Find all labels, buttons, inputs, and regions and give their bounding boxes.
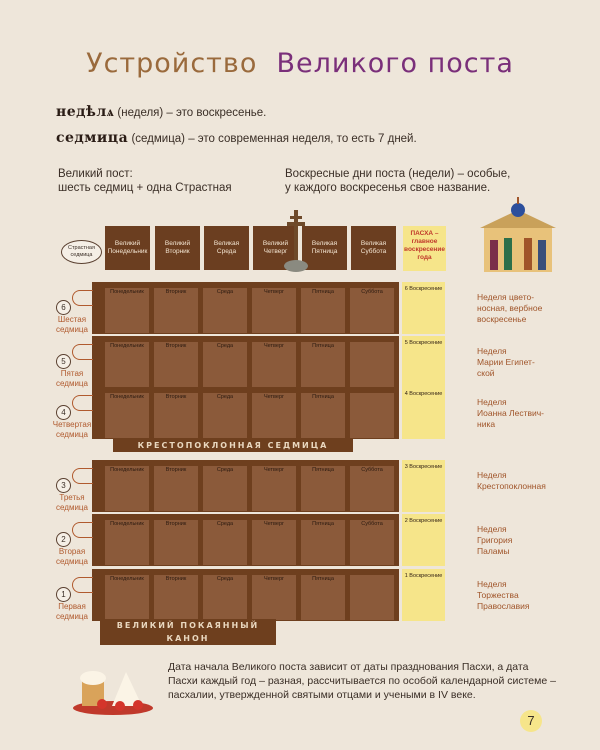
- sedmitsa-word: седмица: [56, 130, 129, 146]
- day-label: Четверг: [263, 521, 285, 527]
- week-label: Третья седмица: [56, 493, 88, 512]
- day-cell: [203, 575, 247, 620]
- week-number-badge: 3: [56, 478, 71, 493]
- day-cell: [252, 393, 296, 438]
- week-row-3: [92, 460, 399, 512]
- week-row-2: [92, 514, 399, 566]
- week-number-badge: 5: [56, 354, 71, 369]
- easter-food-icon: [68, 658, 158, 718]
- day-label: Суббота: [361, 289, 383, 295]
- lead-left-line2: шесть седмиц + одна Страстная: [58, 182, 232, 194]
- day-label: Четверг: [263, 289, 285, 295]
- day-cell: [252, 342, 296, 387]
- krestopoklonnaya-banner: КРЕСТОПОКЛОННАЯ СЕДМИЦА: [113, 439, 353, 452]
- day-cell: [154, 466, 198, 511]
- sunday-name: Неделя Григория Паламы: [477, 524, 513, 556]
- day-cell: [301, 288, 345, 333]
- day-label: Понедельник: [110, 521, 144, 527]
- day-cell: [350, 466, 394, 511]
- day-label: Понедельник: [110, 467, 144, 473]
- header-mon: Великий Понедельник: [105, 226, 150, 270]
- sunday-cell-2: [402, 514, 445, 566]
- nedelya-word: недѣлѧ: [56, 104, 115, 120]
- day-cell: [154, 288, 198, 333]
- sunday-label: 3 Воскресение: [404, 464, 443, 470]
- sunday-cell-3: [402, 460, 445, 512]
- sunday-label: 4 Воскресение: [404, 391, 443, 397]
- day-cell: [301, 342, 345, 387]
- day-label: Вторник: [165, 521, 187, 527]
- bracket-arrow: [72, 395, 93, 411]
- day-cell: [154, 342, 198, 387]
- day-label: Среда: [216, 343, 234, 349]
- week-label: Пятая седмица: [56, 369, 88, 388]
- day-label: Пятница: [312, 521, 334, 527]
- week-label: Четвертая седмица: [52, 420, 92, 439]
- page-title: [0, 48, 600, 79]
- day-label: Понедельник: [110, 394, 144, 400]
- bracket-arrow: [72, 344, 93, 360]
- sedmitsa-text: (седмица) – это современная неделя, то есть 7 дней.: [131, 133, 417, 145]
- day-label: Среда: [216, 521, 234, 527]
- day-cell: [203, 466, 247, 511]
- header-thu: Великий Четверг: [253, 226, 298, 270]
- week-number-badge: 4: [56, 405, 71, 420]
- def-sedmitsa: [56, 130, 417, 146]
- lead-right-line1: Воскресные дни поста (недели) – особые,: [285, 168, 511, 180]
- day-label: Пятница: [312, 467, 334, 473]
- kanon-banner: ВЕЛИКИЙ ПОКАЯННЫЙ КАНОН: [100, 619, 276, 645]
- church-icon: [478, 196, 558, 276]
- day-cell: [301, 466, 345, 511]
- day-label: Вторник: [165, 289, 187, 295]
- day-label: Суббота: [361, 521, 383, 527]
- day-cell: [350, 575, 394, 620]
- header-sat: Великая Суббота: [351, 226, 396, 270]
- sunday-name: Неделя Крестопоклонная: [477, 470, 546, 491]
- day-label: Понедельник: [110, 289, 144, 295]
- day-cell: [203, 520, 247, 565]
- bracket-arrow: [72, 577, 93, 593]
- day-cell: [105, 288, 149, 333]
- day-label: Пятница: [312, 289, 334, 295]
- title-word1: Устройство: [86, 48, 258, 79]
- day-label: Суббота: [361, 467, 383, 473]
- week-row-6: [92, 282, 399, 334]
- sunday-cell-6: [402, 282, 445, 334]
- day-label: Понедельник: [110, 343, 144, 349]
- day-label: Понедельник: [110, 576, 144, 582]
- lead-right: [285, 167, 510, 195]
- sunday-name: Неделя Марии Египет- ской: [477, 346, 535, 378]
- week-label: Шестая седмица: [56, 315, 88, 334]
- page-number: 7: [520, 710, 542, 732]
- header-wed: Великая Среда: [204, 226, 249, 270]
- strastnaya-badge: Страстная седмица: [61, 240, 102, 264]
- day-cell: [301, 575, 345, 620]
- week-row-1: [92, 569, 399, 621]
- day-cell: [252, 466, 296, 511]
- lead-right-line2: у каждого воскресенья свое название.: [285, 182, 491, 194]
- bracket-arrow: [72, 522, 93, 538]
- day-label: Вторник: [165, 343, 187, 349]
- header-tue: Великий Вторник: [155, 226, 200, 270]
- def-nedelya: [56, 104, 266, 121]
- sunday-name: Неделя Иоанна Лествич- ника: [477, 397, 545, 429]
- day-label: Четверг: [263, 467, 285, 473]
- day-cell: [301, 393, 345, 438]
- day-cell: [350, 393, 394, 438]
- day-cell: [154, 520, 198, 565]
- sunday-label: 1 Воскресение: [404, 573, 443, 579]
- week-label: Вторая седмица: [56, 547, 88, 566]
- bottom-text: Дата начала Великого поста зависит от даты празднования Пасхи, а дата Пасхи каждый год – разная, рассчитывается по особой календарной системе – пасхалии, утвержденной святыми отцами и учеными в IV веке.: [168, 661, 556, 701]
- sunday-label: 6 Воскресение: [404, 286, 443, 292]
- day-cell: [105, 393, 149, 438]
- day-cell: [203, 288, 247, 333]
- day-cell: [105, 575, 149, 620]
- week-number-badge: 6: [56, 300, 71, 315]
- week-row-4: [92, 387, 399, 439]
- bracket-arrow: [72, 290, 93, 306]
- sunday-name: Неделя цвето- носная, вербное воскресенье: [477, 292, 543, 324]
- day-cell: [105, 466, 149, 511]
- sunday-name: Неделя Торжества Православия: [477, 579, 530, 611]
- day-cell: [252, 575, 296, 620]
- day-cell: [105, 520, 149, 565]
- week-number-badge: 2: [56, 532, 71, 547]
- day-cell: [105, 342, 149, 387]
- sunday-cell-1: [402, 569, 445, 621]
- day-label: Вторник: [165, 576, 187, 582]
- sunday-cell-5: [402, 336, 445, 388]
- week-row-5: [92, 336, 399, 388]
- lead-left-line1: Великий пост:: [58, 168, 133, 180]
- day-label: Вторник: [165, 394, 187, 400]
- week-number-badge: 1: [56, 587, 71, 602]
- day-cell: [301, 520, 345, 565]
- header-fri: Великая Пятница: [302, 226, 347, 270]
- paska-cell: ПАСХА – главное воскресение года: [403, 226, 446, 271]
- day-label: Среда: [216, 394, 234, 400]
- day-label: Четверг: [263, 394, 285, 400]
- nedelya-text: (неделя) – это воскресенье.: [117, 107, 267, 119]
- day-cell: [350, 288, 394, 333]
- sunday-cell-4: [402, 387, 445, 439]
- sunday-label: 5 Воскресение: [404, 340, 443, 346]
- lead-left: [58, 167, 232, 195]
- day-label: Среда: [216, 467, 234, 473]
- day-label: Пятница: [312, 576, 334, 582]
- day-cell: [350, 520, 394, 565]
- day-cell: [154, 393, 198, 438]
- day-label: Пятница: [312, 394, 334, 400]
- day-cell: [252, 288, 296, 333]
- day-label: Среда: [216, 576, 234, 582]
- day-cell: [154, 575, 198, 620]
- day-cell: [252, 520, 296, 565]
- cross-icon: [283, 210, 309, 272]
- bracket-arrow: [72, 468, 93, 484]
- title-word2: Великого поста: [276, 48, 514, 79]
- day-label: Четверг: [263, 343, 285, 349]
- day-cell: [203, 393, 247, 438]
- week-label: Первая седмица: [56, 602, 88, 621]
- day-cell: [350, 342, 394, 387]
- day-label: Четверг: [263, 576, 285, 582]
- day-label: Вторник: [165, 467, 187, 473]
- day-label: Среда: [216, 289, 234, 295]
- sunday-label: 2 Воскресение: [404, 518, 443, 524]
- day-label: Пятница: [312, 343, 334, 349]
- day-cell: [203, 342, 247, 387]
